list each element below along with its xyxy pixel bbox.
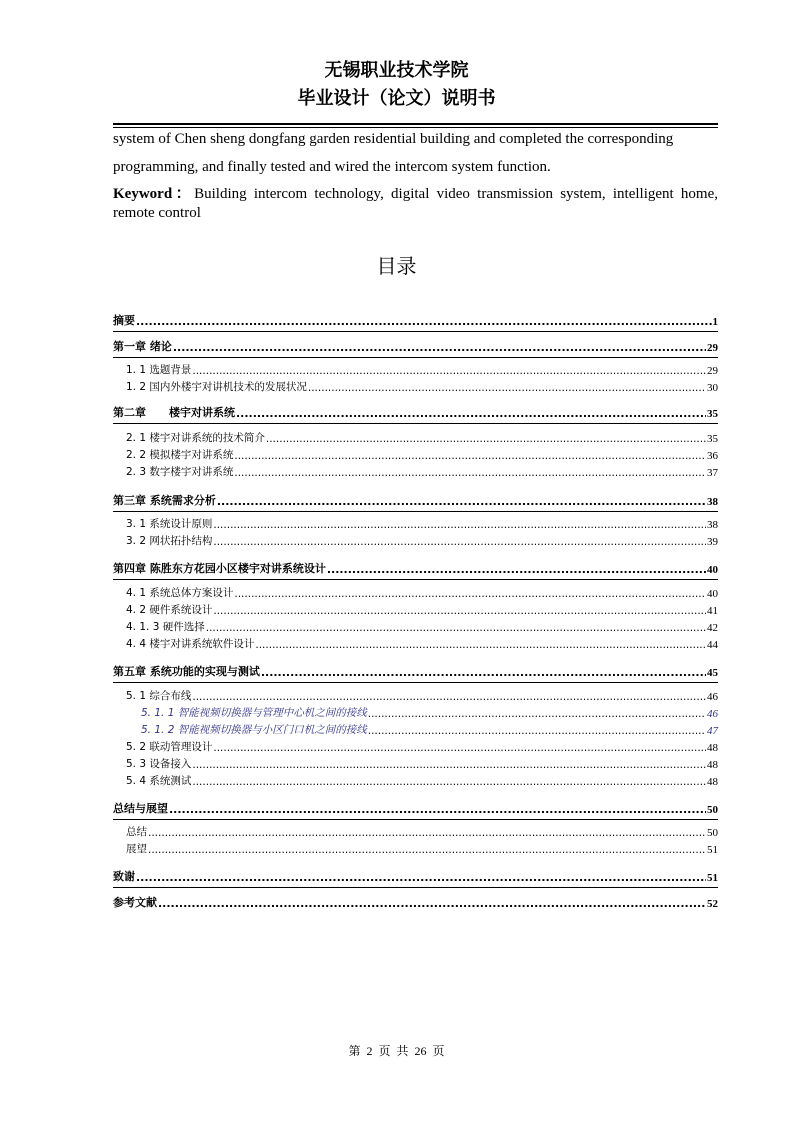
toc-entry-page: 37	[707, 467, 718, 479]
toc-entry[interactable]	[113, 800, 718, 816]
toc-separator-line	[113, 331, 718, 332]
toc-entry[interactable]	[113, 824, 718, 839]
toc-separator-line	[113, 579, 718, 580]
keyword-text: Building intercom technology, digital video transmission system, intelligent home, remote control	[113, 186, 718, 221]
toc-entry-page: 50	[707, 827, 718, 839]
abstract-line-2: programming, and finally tested and wired the intercom system function.	[113, 159, 551, 175]
toc-entry[interactable]	[113, 312, 718, 328]
toc-entry-page: 47	[707, 725, 718, 737]
toc-entry-page: 1	[712, 316, 718, 328]
toc-entry-page: 35	[707, 433, 718, 445]
toc-entry-page: 46	[707, 691, 718, 703]
toc-entry-page: 51	[707, 872, 718, 884]
toc-entry-label: 4. 2 硬件系统设计	[126, 604, 213, 616]
toc-entry-label: 1. 1 选题背景	[126, 364, 192, 376]
toc-entry[interactable]	[113, 560, 718, 576]
toc-entry-label: 1. 2 国内外楼宇对讲机技术的发展状况	[126, 381, 307, 393]
toc-entry-page: 40	[707, 564, 718, 576]
toc-entry-label: 第二章 楼宇对讲系统	[113, 406, 235, 419]
toc-entry[interactable]	[113, 585, 718, 600]
toc-leader-dots	[213, 536, 706, 548]
toc-entry-page: 48	[707, 776, 718, 788]
toc-leader-dots	[217, 495, 706, 508]
toc-entry[interactable]	[113, 705, 718, 720]
toc-leader-dots	[308, 382, 706, 394]
toc-entry-page: 48	[707, 759, 718, 771]
footer-total-pages: 26	[414, 1044, 427, 1058]
toc-entry-label: 4. 1 系统总体方案设计	[126, 587, 234, 599]
toc-entry-label: 4. 1. 3 硬件选择	[126, 621, 205, 633]
toc-entry-label: 第五章 系统功能的实现与测试	[113, 665, 260, 678]
toc-entry-label: 摘要	[113, 314, 135, 327]
toc-entry-page: 30	[707, 382, 718, 394]
keyword-paragraph	[113, 181, 718, 223]
abstract-line-1: system of Chen sheng dongfang garden residential building and completed the corresponding	[113, 131, 674, 147]
toc-entry[interactable]	[113, 868, 718, 884]
toc-leader-dots	[327, 563, 706, 576]
toc-leader-dots	[192, 365, 706, 377]
document-header	[0, 57, 793, 111]
toc-entry-label: 5. 4 系统测试	[126, 775, 192, 787]
toc-entry-label: 3. 2 网状拓扑结构	[126, 535, 213, 547]
toc-entry-label: 参考文献	[113, 896, 157, 909]
toc-entry[interactable]	[113, 602, 718, 617]
toc-entry[interactable]	[113, 404, 718, 420]
toc-leader-dots	[136, 315, 712, 328]
toc-leader-dots	[213, 742, 706, 754]
toc-leader-dots	[136, 871, 706, 884]
toc-entry-label: 2. 3 数字楼宇对讲系统	[126, 466, 234, 478]
toc-entry-label: 5. 1. 2 智能视频切换器与小区门口机之间的接线	[141, 724, 367, 736]
toc-separator-line	[113, 357, 718, 358]
toc-leader-dots	[148, 844, 706, 856]
toc-leader-dots	[255, 639, 706, 651]
toc-entry[interactable]	[113, 773, 718, 788]
toc-entry-page: 45	[707, 667, 718, 679]
toc-leader-dots	[261, 666, 706, 679]
toc-entry-label: 总结	[126, 826, 147, 838]
toc-entry-label: 5. 2 联动管理设计	[126, 741, 213, 753]
footer-current-page: 2	[366, 1044, 373, 1058]
toc-entry[interactable]	[113, 533, 718, 548]
toc-entry-page: 36	[707, 450, 718, 462]
toc-entry-page: 42	[707, 622, 718, 634]
toc-leader-dots	[234, 467, 706, 479]
toc-entry[interactable]	[113, 619, 718, 634]
toc-entry-label: 5. 1 综合布线	[126, 690, 192, 702]
toc-entry-page: 48	[707, 742, 718, 754]
toc-leader-dots	[234, 588, 706, 600]
toc-leader-dots	[266, 433, 706, 445]
toc-entry-page: 29	[707, 365, 718, 377]
toc-leader-dots	[192, 759, 706, 771]
keyword-label: Keyword：	[113, 186, 195, 202]
toc-entry-page: 52	[707, 898, 718, 910]
toc-entry[interactable]	[113, 516, 718, 531]
toc-entry[interactable]	[113, 338, 718, 354]
toc-entry-label: 第四章 陈胜东方花园小区楼宇对讲系统设计	[113, 562, 326, 575]
footer-mid: 页	[378, 1044, 391, 1058]
toc-leader-dots	[158, 897, 706, 910]
toc-entry[interactable]	[113, 663, 718, 679]
toc-separator-line	[113, 423, 718, 424]
toc-entry-label: 总结与展望	[113, 802, 168, 815]
toc-entry-page: 38	[707, 519, 718, 531]
toc-entry-label: 4. 4 楼宇对讲系统软件设计	[126, 638, 255, 650]
toc-entry[interactable]	[113, 722, 718, 737]
toc-entry-page: 40	[707, 588, 718, 600]
toc-entry-page: 38	[707, 496, 718, 508]
toc-entry[interactable]	[113, 362, 718, 377]
toc-entry-label: 展望	[126, 843, 147, 855]
toc-leader-dots	[192, 691, 706, 703]
toc-leader-dots	[148, 827, 706, 839]
toc-separator-line	[113, 511, 718, 512]
toc-leader-dots	[236, 407, 706, 420]
toc-leader-dots	[213, 605, 706, 617]
toc-entry[interactable]	[113, 841, 718, 856]
toc-leader-dots	[169, 803, 706, 816]
footer-prefix: 第	[348, 1044, 361, 1058]
toc-leader-dots	[213, 519, 706, 531]
footer-total-label: 共	[396, 1044, 409, 1058]
toc-entry[interactable]	[113, 430, 718, 445]
page-footer	[0, 1042, 793, 1059]
toc-entry-label: 5. 1. 1 智能视频切换器与管理中心机之间的接线	[141, 707, 367, 719]
toc-entry-page: 51	[707, 844, 718, 856]
toc-leader-dots	[173, 341, 706, 354]
document-type: 毕业设计（论文）说明书	[297, 88, 496, 108]
toc-leader-dots	[192, 776, 706, 788]
toc-entry-page: 44	[707, 639, 718, 651]
toc-entry[interactable]	[113, 447, 718, 462]
toc-leader-dots	[206, 622, 706, 634]
footer-suffix: 页	[432, 1044, 445, 1058]
toc-entry-label: 2. 2 模拟楼宇对讲系统	[126, 449, 234, 461]
toc-entry[interactable]	[113, 492, 718, 508]
toc-separator-line	[113, 682, 718, 683]
toc-entry[interactable]	[113, 739, 718, 754]
toc-entry-label: 第一章 绪论	[113, 340, 172, 353]
toc-entry[interactable]	[113, 379, 718, 394]
toc-entry-page: 35	[707, 408, 718, 420]
toc-entry-label: 第三章 系统需求分析	[113, 494, 216, 507]
toc-entry-label: 5. 3 设备接入	[126, 758, 192, 770]
toc-title: 目录	[376, 254, 417, 278]
school-name: 无锡职业技术学院	[324, 60, 469, 80]
abstract-tail	[113, 125, 718, 223]
toc-entry-label: 致谢	[113, 870, 135, 883]
toc-separator-line	[113, 887, 718, 888]
toc-leader-dots	[234, 450, 706, 462]
toc-entry-label: 3. 1 系统设计原则	[126, 518, 213, 530]
toc-entry[interactable]	[113, 636, 718, 651]
toc-leader-dots	[368, 708, 706, 720]
toc-entry-page: 50	[707, 804, 718, 816]
toc-leader-dots	[368, 725, 706, 737]
toc-entry[interactable]	[113, 688, 718, 703]
toc-entry-page: 41	[707, 605, 718, 617]
toc-entry-label: 2. 1 楼宇对讲系统的技术简介	[126, 432, 265, 444]
toc-separator-line	[113, 819, 718, 820]
toc-entry-page: 46	[707, 708, 718, 720]
toc-entry[interactable]	[113, 894, 718, 910]
toc-entry[interactable]	[113, 756, 718, 771]
toc-entry-page: 39	[707, 536, 718, 548]
toc-entry[interactable]	[113, 464, 718, 479]
toc-entry-page: 29	[707, 342, 718, 354]
